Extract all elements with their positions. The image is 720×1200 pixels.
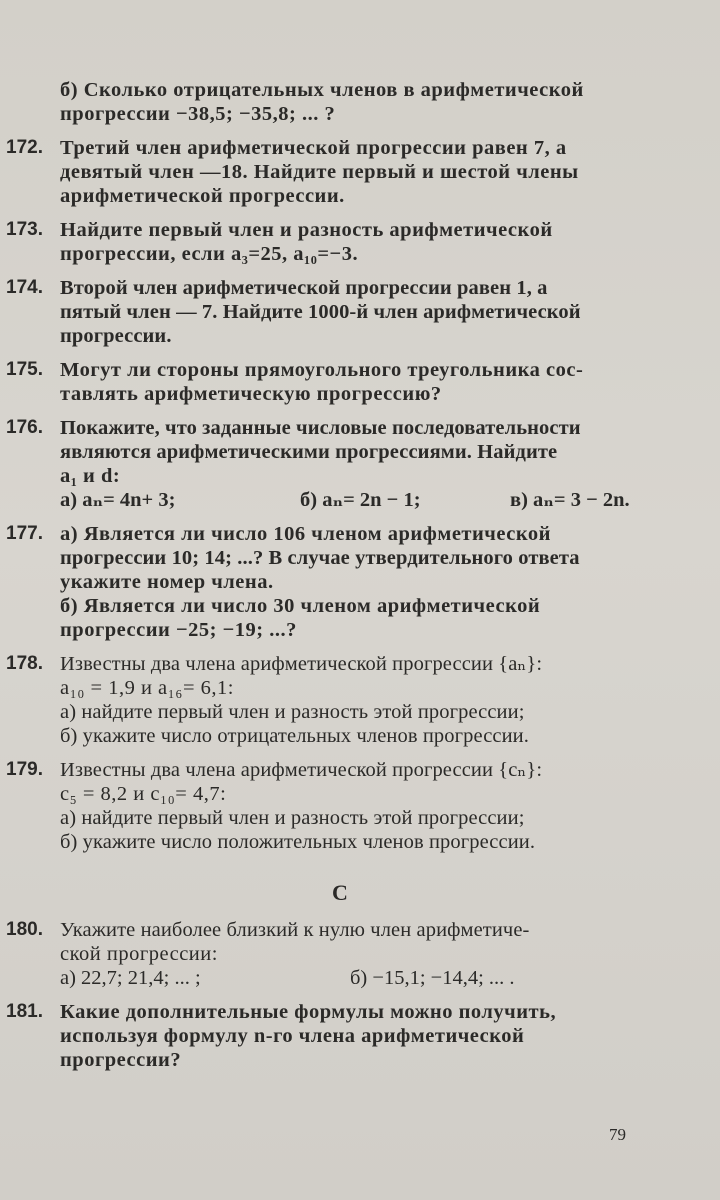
problem-number: 179. (6, 759, 43, 780)
problem-173 (0, 218, 700, 266)
text-line: б) Является ли число 30 членом арифметической (60, 595, 541, 617)
option-b: б) −15,1; −14,4; ... . (350, 967, 515, 989)
problem-174 (0, 276, 700, 348)
text-line: а) Является ли число 106 членом арифметической (60, 523, 551, 545)
problem-175 (0, 358, 700, 406)
option-a: а) aₙ= 4n+ 3; (60, 489, 176, 511)
text-line: а) найдите первый член и разность этой прогрессии; (60, 701, 525, 723)
text-line: прогрессии? (60, 1049, 182, 1071)
problem-number: 180. (6, 919, 43, 940)
text-line: прогрессии 10; 14; ...? В случае утвердительного ответа (60, 547, 580, 569)
text-line: арифметической прогрессии. (60, 185, 345, 207)
text-line: Второй член арифметической прогрессии равен 1, а (60, 277, 548, 299)
problem-number: 174. (6, 277, 43, 298)
text-line: Известны два члена арифметической прогрессии {aₙ}: (60, 653, 543, 675)
problem-number: 177. (6, 523, 43, 544)
problem-number: 172. (6, 137, 43, 158)
text-line: используя формулу n-го члена арифметической (60, 1025, 525, 1047)
problem-176 (0, 416, 700, 512)
text-line: прогрессии −38,5; −35,8; ... ? (60, 103, 336, 125)
problem-number: 181. (6, 1001, 43, 1022)
answer-options (60, 966, 690, 990)
problem-171b (0, 78, 700, 126)
problem-172 (0, 136, 700, 208)
problem-177 (0, 522, 700, 642)
text-line: являются арифметическими прогрессиями. Найдите (60, 441, 558, 463)
problem-number: 178. (6, 653, 43, 674)
text-line: Покажите, что заданные числовые последовательности (60, 417, 581, 439)
text-line: c₅ = 8,2 и c₁₀= 4,7: (60, 783, 227, 805)
text-line: прогрессии. (60, 325, 172, 347)
text-line: укажите номер члена. (60, 571, 274, 593)
problem-178 (0, 652, 700, 748)
section-heading: C (332, 880, 348, 905)
text-line: Могут ли стороны прямоугольного треугольника сос- (60, 359, 584, 381)
text-line: б) укажите число положительных членов прогрессии. (60, 831, 536, 853)
page-number: 79 (609, 1125, 626, 1144)
text-line: а) найдите первый член и разность этой прогрессии; (60, 807, 525, 829)
problem-180 (0, 918, 700, 990)
text-line: Известны два члена арифметической прогрессии {cₙ}: (60, 759, 543, 781)
page-content (0, 78, 700, 1082)
text-line: a₁₀ = 1,9 и a₁₆= 6,1: (60, 677, 234, 699)
option-c: в) aₙ= 3 − 2n. (510, 489, 630, 511)
text-line: прогрессии −25; −19; ...? (60, 619, 297, 641)
text-line: a₁ и d: (60, 465, 121, 487)
option-b: б) aₙ= 2n − 1; (300, 489, 421, 511)
problem-number: 176. (6, 417, 43, 438)
answer-options (60, 488, 690, 512)
text-line: Найдите первый член и разность арифметической (60, 219, 553, 241)
text-line: прогрессии, если a₃=25, a₁₀=−3. (60, 243, 359, 265)
problem-181 (0, 1000, 700, 1072)
text-line: Какие дополнительные формулы можно получить, (60, 1001, 557, 1023)
text-line: девятый член —18. Найдите первый и шестой члены (60, 161, 579, 183)
text-line: тавлять арифметическую прогрессию? (60, 383, 442, 405)
problem-number: 175. (6, 359, 43, 380)
option-a: а) 22,7; 21,4; ... ; (60, 967, 201, 989)
text-line: б) Сколько отрицательных членов в арифметической (60, 79, 584, 101)
text-line: Укажите наиболее близкий к нулю член арифметиче- (60, 919, 530, 941)
text-line: пятый член — 7. Найдите 1000-й член арифметической (60, 301, 581, 323)
problem-number: 173. (6, 219, 43, 240)
text-line: б) укажите число отрицательных членов прогрессии. (60, 725, 529, 747)
problem-179 (0, 758, 700, 854)
text-line: Третий член арифметической прогрессии равен 7, а (60, 137, 567, 159)
text-line: ской прогрессии: (60, 943, 218, 965)
